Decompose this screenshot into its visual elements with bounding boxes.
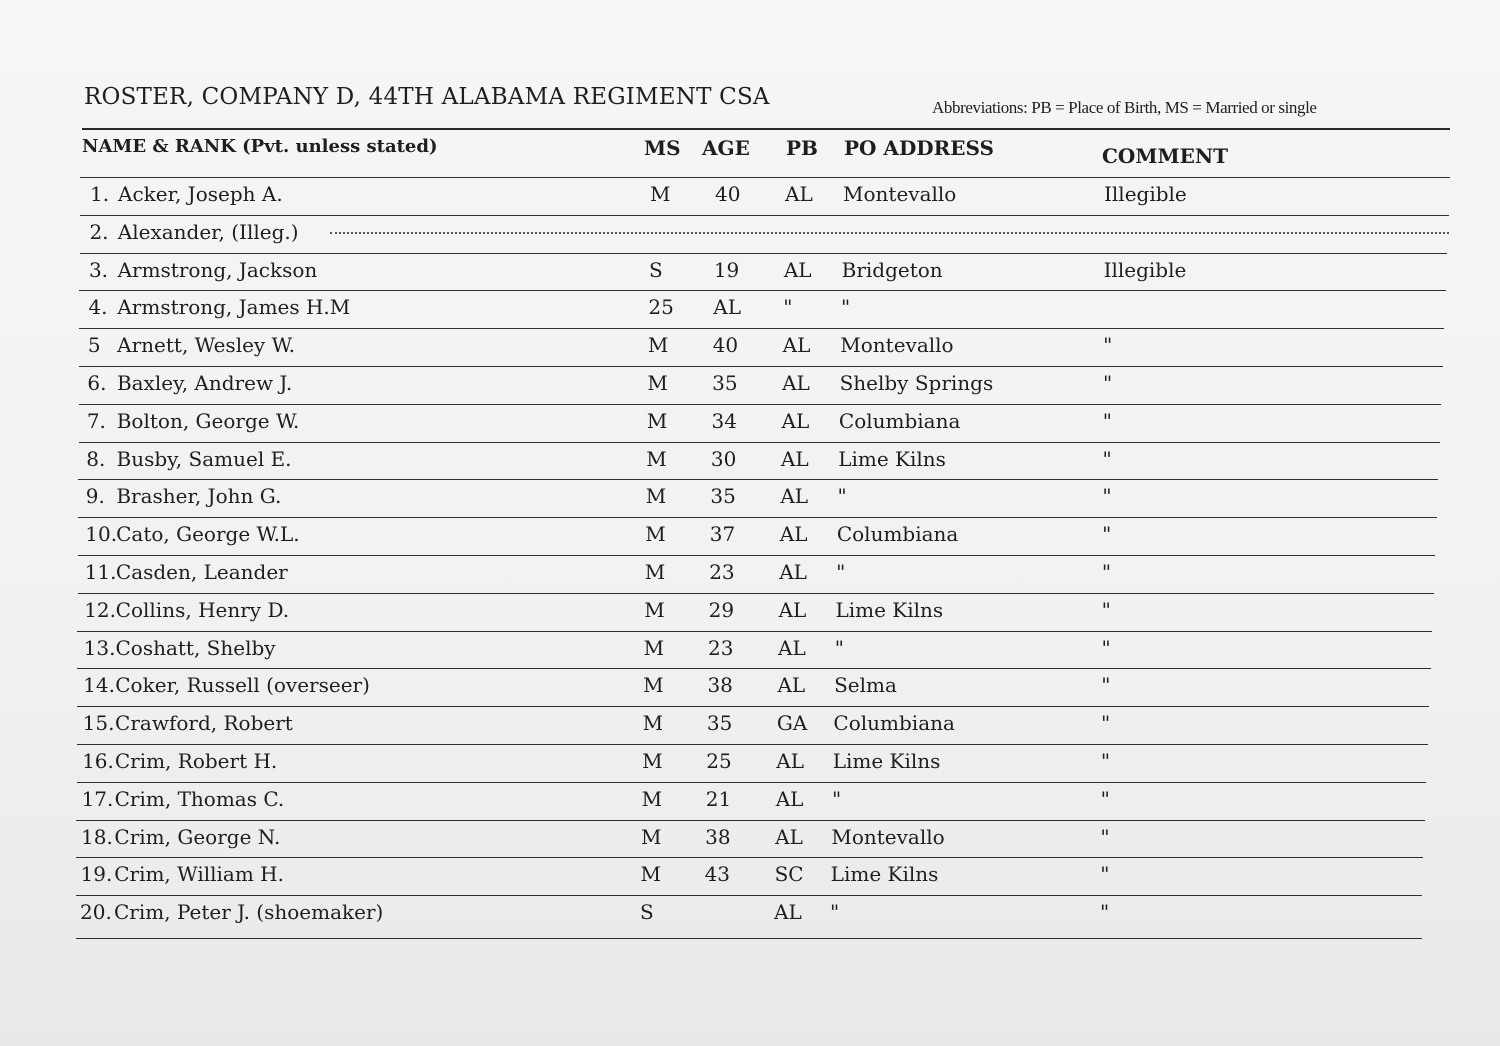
place-of-birth: AL xyxy=(781,408,810,433)
marital-status: S xyxy=(640,900,654,925)
row-number: 11. xyxy=(84,560,117,584)
comment: " xyxy=(1100,749,1111,773)
header-comment: COMMENT xyxy=(1102,144,1229,168)
po-address: " xyxy=(837,484,847,509)
comment: " xyxy=(1102,371,1113,395)
age-value: 40 xyxy=(712,333,739,358)
soldier-name: Baxley, Andrew J. xyxy=(116,371,293,395)
place-of-birth: AL xyxy=(780,446,809,471)
place-of-birth: AL xyxy=(777,673,806,698)
comment: " xyxy=(1101,635,1111,660)
header-po-address: PO ADDRESS xyxy=(844,136,994,160)
marital-status: M xyxy=(641,824,662,849)
marital-status: M xyxy=(645,522,666,547)
po-address: Selma xyxy=(834,673,897,698)
place-of-birth: AL xyxy=(775,824,803,849)
comment: " xyxy=(1102,522,1112,547)
table-row xyxy=(77,706,1429,745)
table-row xyxy=(76,895,1422,934)
soldier-name: Crim, Thomas C. xyxy=(114,786,285,811)
table-row xyxy=(76,820,1425,859)
comment: " xyxy=(1100,824,1110,849)
soldier-name: Casden, Leander xyxy=(115,560,288,584)
table-row xyxy=(80,177,1450,216)
soldier-name: Alexander, (Illeg.) xyxy=(117,219,299,244)
row-number: 7. xyxy=(86,408,106,433)
row-number: 13. xyxy=(83,635,116,660)
age-value: 25 xyxy=(706,749,732,773)
marital-status: M xyxy=(644,597,665,622)
po-address: " xyxy=(840,295,851,320)
marital-status: M xyxy=(641,786,663,811)
age-value: AL xyxy=(713,295,741,320)
marital-status: M xyxy=(643,673,664,698)
po-address: Montevallo xyxy=(831,824,945,849)
row-number: 20. xyxy=(80,900,112,925)
po-address: " xyxy=(830,900,840,925)
table-row xyxy=(77,782,1427,821)
marital-status: M xyxy=(642,711,664,736)
place-of-birth: AL xyxy=(775,786,804,811)
row-number: 15. xyxy=(82,711,115,736)
place-of-birth: GA xyxy=(776,711,808,736)
dotted-leader xyxy=(330,230,1449,234)
comment: Illegible xyxy=(1103,257,1187,282)
po-address: Columbiana xyxy=(836,522,959,547)
age-value: 38 xyxy=(705,824,731,849)
row-number: 17. xyxy=(81,786,114,811)
age-value: 23 xyxy=(709,560,735,584)
place-of-birth: AL xyxy=(779,522,808,547)
comment: " xyxy=(1102,408,1112,433)
age-value: 34 xyxy=(711,408,737,433)
table-row xyxy=(78,479,1438,518)
soldier-name: Coker, Russell (overseer) xyxy=(115,673,370,698)
comment: " xyxy=(1100,862,1110,887)
comment: " xyxy=(1101,673,1111,698)
row-number: 4. xyxy=(88,295,108,320)
row-number: 19. xyxy=(80,862,113,887)
soldier-name: Brasher, John G. xyxy=(116,484,282,509)
po-address: " xyxy=(834,635,844,660)
age-value: 43 xyxy=(704,862,731,887)
place-of-birth: AL xyxy=(780,484,809,509)
po-address: " xyxy=(836,560,846,584)
place-of-birth: " xyxy=(783,295,793,320)
page-title: ROSTER, COMPANY D, 44TH ALABAMA REGIMENT CSA xyxy=(84,84,770,110)
table-row xyxy=(78,555,1435,594)
soldier-name: Crawford, Robert xyxy=(115,711,293,736)
comment: " xyxy=(1103,333,1113,358)
row-number: 5 xyxy=(87,333,101,358)
marital-status: M xyxy=(645,484,667,509)
header-pb: PB xyxy=(786,136,818,160)
marital-status: M xyxy=(644,560,666,584)
age-value: 37 xyxy=(709,522,736,547)
table-row xyxy=(79,290,1445,329)
row-number: 18. xyxy=(81,824,113,849)
po-address: Columbiana xyxy=(838,408,961,433)
po-address: Montevallo xyxy=(843,182,957,206)
age-value: 35 xyxy=(706,711,733,736)
marital-status: M xyxy=(643,635,665,660)
soldier-name: Crim, Peter J. (shoemaker) xyxy=(114,900,384,925)
po-address: Columbiana xyxy=(833,711,955,736)
age-value: 29 xyxy=(708,597,735,622)
age-value: 38 xyxy=(707,673,733,698)
soldier-name: Armstrong, Jackson xyxy=(117,257,318,282)
header-name: NAME & RANK (Pvt. unless stated) xyxy=(82,136,438,157)
place-of-birth: AL xyxy=(785,182,813,206)
comment: " xyxy=(1101,711,1111,736)
soldier-name: Bolton, George W. xyxy=(116,408,300,433)
row-number: 10. xyxy=(85,522,118,547)
soldier-name: Cato, George W.L. xyxy=(116,522,300,547)
bottom-rule xyxy=(76,938,1422,939)
comment: " xyxy=(1102,484,1112,509)
soldier-name: Coshatt, Shelby xyxy=(115,635,276,660)
age-value: 23 xyxy=(708,635,734,660)
age-value: 35 xyxy=(710,484,736,509)
row-number: 6. xyxy=(87,371,107,395)
row-number: 3. xyxy=(88,257,109,282)
table-row xyxy=(77,744,1428,783)
marital-status: 25 xyxy=(648,295,674,320)
place-of-birth: AL xyxy=(778,635,806,660)
soldier-name: Arnett, Wesley W. xyxy=(117,333,295,358)
po-address: Shelby Springs xyxy=(839,371,994,395)
place-of-birth: AL xyxy=(782,371,810,395)
row-number: 9. xyxy=(85,484,105,509)
table-row xyxy=(79,328,1444,367)
marital-status: M xyxy=(647,333,669,358)
place-of-birth: SC xyxy=(774,862,804,887)
table-row xyxy=(80,253,1447,292)
table-row xyxy=(80,215,1449,254)
marital-status: M xyxy=(642,749,663,773)
age-value: 30 xyxy=(710,446,737,471)
row-number: 12. xyxy=(84,597,116,622)
table-row xyxy=(78,517,1437,556)
place-of-birth: AL xyxy=(782,333,811,358)
row-number: 8. xyxy=(86,446,106,471)
comment: " xyxy=(1102,446,1112,471)
marital-status: M xyxy=(640,862,661,887)
comment: " xyxy=(1100,900,1110,925)
row-number: 14. xyxy=(83,673,115,698)
table-header xyxy=(82,128,1450,180)
marital-status: M xyxy=(647,371,668,395)
table-row xyxy=(77,631,1432,670)
po-address: Bridgeton xyxy=(841,257,943,282)
comment: " xyxy=(1101,597,1111,622)
comment: " xyxy=(1101,560,1112,584)
abbreviations-note: Abbreviations: PB = Place of Birth, MS = Married or single xyxy=(932,98,1317,117)
header-age: AGE xyxy=(702,136,750,160)
place-of-birth: AL xyxy=(783,257,812,282)
soldier-name: Crim, George N. xyxy=(114,824,281,849)
table-row xyxy=(79,442,1440,481)
po-address: Lime Kilns xyxy=(835,597,944,622)
table-row xyxy=(77,668,1431,707)
table-row xyxy=(79,404,1441,443)
table-row xyxy=(79,366,1443,405)
place-of-birth: AL xyxy=(776,749,805,773)
marital-status: M xyxy=(646,408,668,433)
po-address: Lime Kilns xyxy=(838,446,946,471)
marital-status: M xyxy=(650,182,671,206)
soldier-name: Armstrong, James H.M xyxy=(117,295,351,320)
table-row xyxy=(76,857,1423,896)
marital-status: S xyxy=(648,257,663,282)
row-number: 16. xyxy=(82,749,114,773)
po-address: Lime Kilns xyxy=(830,862,939,887)
row-number: 2. xyxy=(89,219,109,244)
marital-status: M xyxy=(646,446,667,471)
age-value: 19 xyxy=(713,257,740,282)
soldier-name: Crim, Robert H. xyxy=(114,749,278,773)
comment: " xyxy=(1100,786,1110,811)
soldier-name: Busby, Samuel E. xyxy=(116,446,292,471)
soldier-name: Collins, Henry D. xyxy=(115,597,290,622)
age-value: 21 xyxy=(705,786,732,811)
age-value: 35 xyxy=(712,371,738,395)
comment: Illegible xyxy=(1104,182,1187,206)
place-of-birth: AL xyxy=(774,900,802,925)
place-of-birth: AL xyxy=(779,560,807,584)
po-address: " xyxy=(832,786,842,811)
age-value: 40 xyxy=(715,182,741,206)
place-of-birth: AL xyxy=(778,597,807,622)
soldier-name: Acker, Joseph A. xyxy=(118,182,283,206)
table-row xyxy=(78,593,1434,632)
header-ms: MS xyxy=(644,136,681,160)
po-address: Lime Kilns xyxy=(832,749,941,773)
row-number: 1. xyxy=(90,182,110,206)
po-address: Montevallo xyxy=(840,333,954,358)
soldier-name: Crim, William H. xyxy=(114,862,284,887)
